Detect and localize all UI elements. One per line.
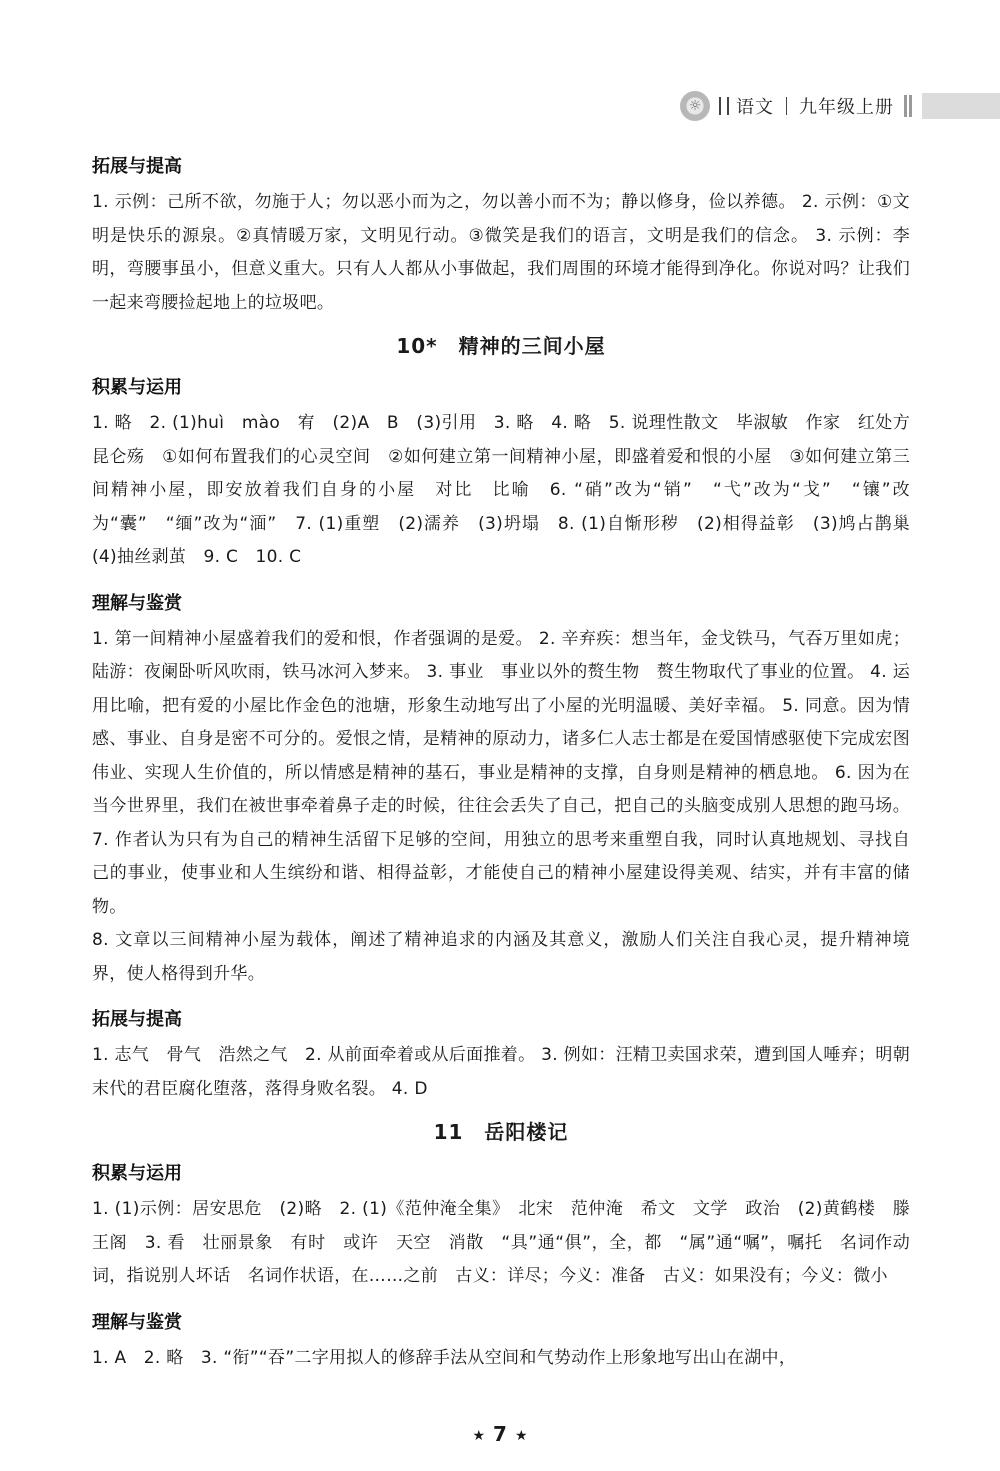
answer-paragraph: 1. 示例：己所不欲，勿施于人；勿以恶小而为之，勿以善小而不为；静以修身，俭以养德。 2. 示例：①文明是快乐的源泉。②真情暖万家，文明见行动。③微笑是我们的语言，文明是我们的信念。 3. 示例：李明，弯腰事虽小，但意义重大。只有人人都从小事做起，我们周围的环境才能得到净化。你说对吗？让我们一起来弯腰捡起地上的垃圾吧。 [92, 192, 910, 313]
page-footer [0, 1422, 1000, 1446]
page-number: 7 [493, 1422, 507, 1446]
header-divider [786, 97, 787, 115]
section-heading: 拓展与提高 [92, 156, 182, 177]
sun-logo-icon: ☼ [680, 91, 710, 121]
answer-paragraph: 1. (1)示例：居安思危 (2)略 2. (1)《范仲淹全集》 北宋 范仲淹 希文 文学 政治 (2)黄鹤楼 滕王阁 3. 看 壮丽景象 有时 或许 天空 消散 “具”通“俱”，全，都 “属”通“嘱”，嘱托 名词作动词，指说别人坏话 名词作状语，在……之前 古义：详尽；今义：准备 古义：如果没有；今义：微小 [92, 1199, 910, 1286]
header-stripes [904, 95, 914, 117]
lesson-title: 10* 精神的三间小屋 [396, 334, 606, 358]
answer-paragraph: 1. 志气 骨气 浩然之气 2. 从前面牵着或从后面推着。 3. 例如：汪精卫卖国求荣，遭到国人唾弃；明朝末代的君臣腐化堕落，落得身败名裂。 4. D [92, 1045, 910, 1099]
section-heading: 理解与鉴赏 [92, 592, 182, 614]
answer-paragraph: 1. 略 2. (1)huì mào 宥 (2)A B (3)引用 3. 略 4. 略 5. 说理性散文 毕淑敏 作家 红处方 昆仑殇 ①如何布置我们的心灵空间 ②如何建立第一间精神小屋，即盛着爱和恨的小屋 ③如何建立第三间精神小屋，即安放着我们自身的小屋 对比 比喻 6. “硝”改为“销” “弋”改为“戈” “镶”改为“囊” “缅”改为“湎” 7. (1)重塑 (2)濡养 (3)坍塌 8. (1)自惭形秽 (2)相得益彰 (3)鸠占鹊巢 (4)抽丝剥茧 9. C 10. C [92, 413, 928, 567]
lesson-title: 11 岳阳楼记 [433, 1120, 569, 1144]
header-divider [727, 97, 729, 115]
page-header [680, 88, 1000, 124]
section-heading: 理解与鉴赏 [92, 1311, 182, 1333]
answer-paragraph: 1. A 2. 略 3. “衔”“吞”二字用拟人的修辞手法从空间和气势动作上形象地写出山在湖中， [92, 1347, 797, 1368]
header-divider [719, 97, 721, 115]
header-bar [922, 93, 1000, 119]
section-heading: 积累与运用 [92, 377, 182, 398]
star-icon: ★ [514, 1427, 528, 1444]
header-subject: 语文 [736, 97, 774, 118]
star-icon: ★ [472, 1427, 486, 1444]
header-grade: 九年级上册 [799, 97, 894, 118]
answer-paragraph: 1. 第一间精神小屋盛着我们的爱和恨，作者强调的是爱。 2. 辛弃疾：想当年，金戈铁马，气吞万里如虎；陆游：夜阑卧听风吹雨，铁马冰河入梦来。 3. 事业 事业以外的赘生物 赘生物取代了事业的位置。 4. 运用比喻，把有爱的小屋比作金色的池塘，形象生动地写出了小屋的光明温暖、美好幸福。 5. 同意。因为情感、事业、自身是密不可分的。爱恨之情，是精神的原动力，诸多仁人志士都是在爱国情感驱使下完成宏图伟业、实现人生价值的，所以情感是精神的基石，事业是精神的支撑，自身则是精神的栖息地。 6. 因为在当今世界里，我们在被世事牵着鼻子走的时候，往往会丢失了自己，把自己的头脑变成别人思想的跑马场。 7. 作者认为只有为自己的精神生活留下足够的空间，用独立的思考来重塑自我，同时认真地规划、寻找自己的事业，使事业和人生缤纷和谐、相得益彰，才能使自己的精神小屋建设得美观、结实，并有丰富的储物。 [92, 628, 910, 917]
answer-content [92, 138, 928, 1375]
section-heading: 拓展与提高 [92, 1009, 182, 1030]
answer-paragraph: 8. 文章以三间精神小屋为载体，阐述了精神追求的内涵及其意义，激励人们关注自我心灵，提升精神境界，使人格得到升华。 [92, 930, 910, 984]
section-heading: 积累与运用 [92, 1163, 182, 1184]
